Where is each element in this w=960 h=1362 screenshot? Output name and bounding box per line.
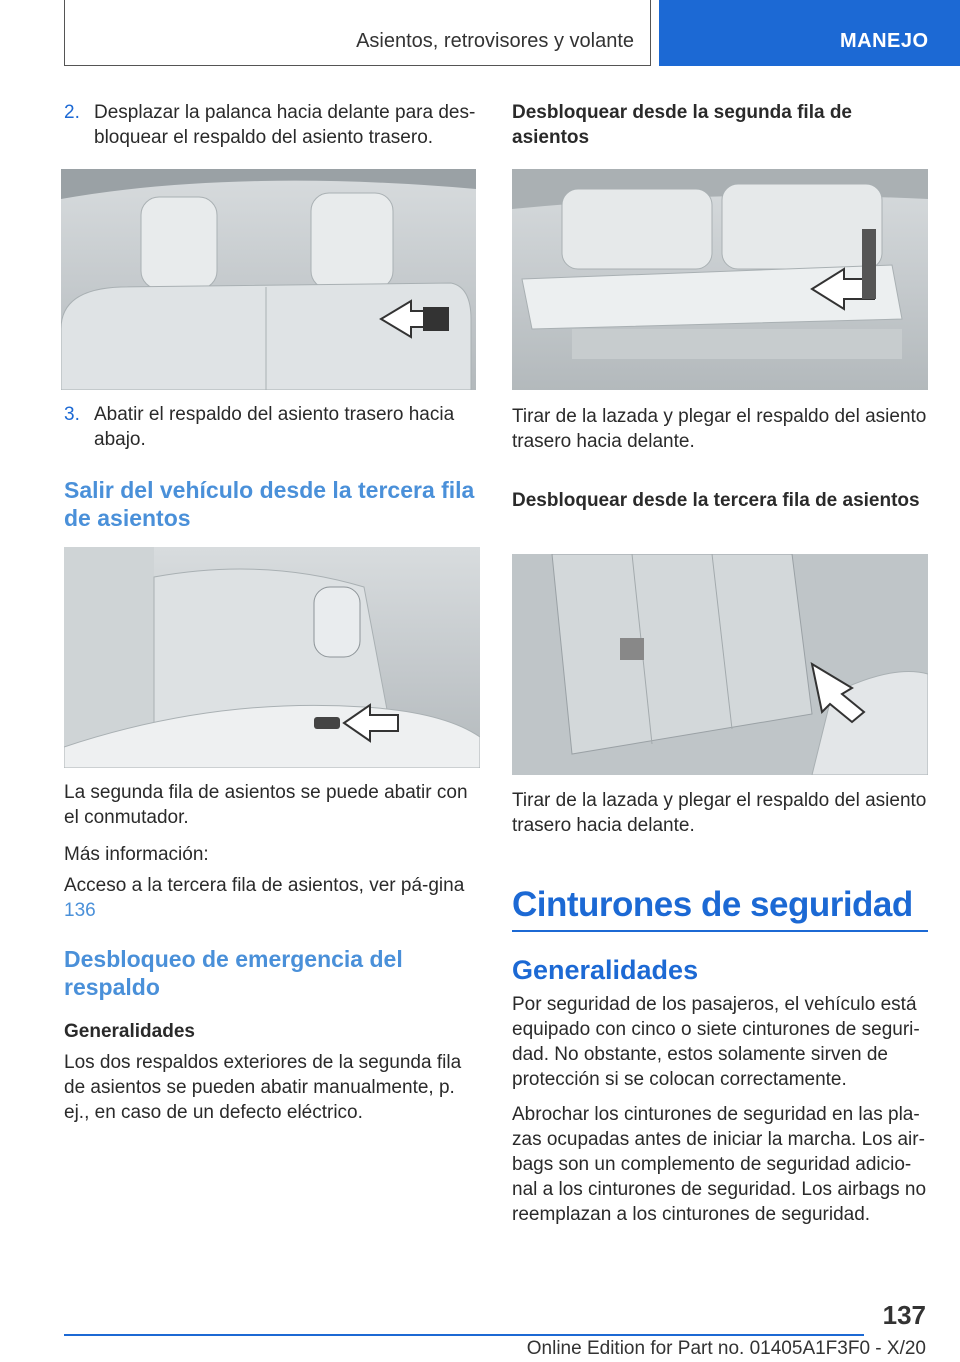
heading-exit-third-row: Salir del vehículo desde la tercera fila de asientos (64, 477, 475, 531)
step-number: 2. (64, 102, 80, 123)
figure-third-row-exit (64, 547, 480, 768)
heading-emergency-release: Desbloqueo de emergencia del respaldo (64, 946, 403, 1000)
general-text: Los dos respaldos exteriores de la segunda fila de asientos se pueden abatir manualmente, p. ej., en caso de un defecto eléctrico. (64, 1052, 462, 1123)
chapter-title: Asientos, retrovisores y volante (356, 30, 634, 52)
section-label: MANEJO (840, 30, 929, 52)
header-title-box (64, 0, 651, 66)
page-number: 137 (882, 1300, 926, 1330)
general-title: Generalidades (64, 1021, 195, 1042)
step-text: Abatir el respaldo del asiento trasero hacia abajo. (94, 404, 455, 450)
second-row-loop-illustration (512, 169, 928, 390)
unlock-third-row-text: Tirar de la lazada y plegar el respaldo del asiento trasero hacia delante. (512, 790, 927, 836)
section-divider (512, 930, 928, 932)
access-text: Acceso a la tercera fila de asientos, ver pá‐gina (64, 875, 465, 896)
third-row-loop-illustration (512, 554, 928, 775)
unlock-second-row-title: Desbloquear desde la segunda fila de asientos (512, 102, 852, 148)
footer-rule (64, 1334, 864, 1336)
unlock-third-row-title: Desbloquear desde la tercera fila de asientos (512, 490, 920, 511)
right-column-4 (512, 954, 928, 1227)
figure-unlock-second-row (512, 169, 928, 390)
access-reference (64, 873, 476, 923)
edition-text: Online Edition for Part no. 01405A1F3F0 - X/20 (526, 1338, 926, 1359)
more-info-label: Más información: (64, 844, 209, 865)
belts-paragraph-2: Abrochar los cinturones de seguridad en las pla‐zas ocupadas antes de iniciar la marcha. Los air‐bags son un complemento de seguridad adicio‐nal a los cinturones de seguridad. Los airbags no reemplazan a los cinturones de seguridad. (512, 1104, 927, 1225)
right-column-3 (512, 788, 928, 926)
step-2 (64, 100, 476, 150)
figure-unlock-third-row (512, 554, 928, 775)
left-column-2 (64, 402, 476, 532)
step-number: 3. (64, 404, 80, 425)
right-column (512, 100, 928, 150)
left-column-3 (64, 780, 476, 1125)
page-link-136[interactable]: 136 (64, 900, 96, 921)
figure-rear-seat-lever (61, 169, 476, 390)
fold-text: La segunda fila de asientos se puede abatir con el conmutador. (64, 782, 468, 828)
header-section-tab[interactable] (659, 0, 960, 66)
seat-lever-illustration (61, 169, 476, 390)
heading-seat-belts: Cinturones de seguridad (512, 885, 913, 924)
unlock-second-row-text: Tirar de la lazada y plegar el respaldo del asiento trasero hacia delante. (512, 406, 927, 452)
step-text: Desplazar la palanca hacia delante para des‐bloquear el respaldo del asiento trasero. (94, 102, 476, 148)
heading-general: Generalidades (512, 955, 699, 985)
belts-paragraph-1: Por seguridad de los pasajeros, el vehículo está equipado con cinco o siete cinturones de seguri‐dad. No obstante, estos solamente sirven de protección si se colocan correctamente. (512, 994, 920, 1090)
right-column-2 (512, 404, 928, 513)
step-3 (64, 402, 476, 452)
seat-switch-illustration (64, 547, 480, 768)
left-column (64, 100, 476, 150)
